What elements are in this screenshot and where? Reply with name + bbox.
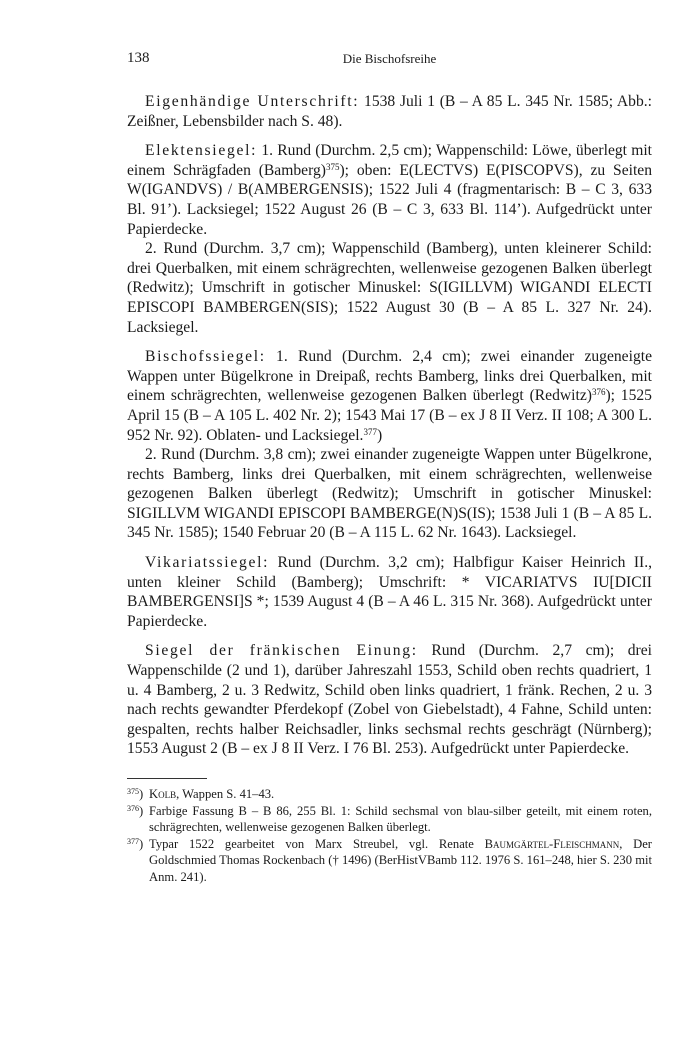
footnote-text: , Der Goldschmied Thomas Rockenbach († 1496) (BerHistVBamb 112. 1976 S. 161–248, hier S. 230 mit Anm. 241). <box>149 836 652 884</box>
footnote-text: Typar 1522 gearbeitet von Marx Streubel, vgl. Renate <box>149 836 485 851</box>
footnote-375: $^{375}$) Kolb, Wappen S. 41–43. <box>127 787 275 801</box>
paragraph-text: 1. Rund (Durchm. 2,5 cm); Wappenschild: Löwe, überlegt mit einem Schrägfaden (Bamberg) <box>127 142 652 179</box>
paragraph-text: ); 1525 April 15 (B – A 105 L. 402 Nr. 2); 1543 Mai 17 (B – ex J 8 II Verz. II 108; A 300 L. 952 Nr. 92). Oblaten- und Lacksiegel. <box>127 387 652 444</box>
footnote-divider <box>127 778 207 779</box>
paragraph-elektensiegel <box>127 141 652 239</box>
footnote-ref-376: 376 <box>591 387 606 398</box>
paragraph-text: 2. Rund (Durchm. 3,8 cm); zwei einander zugeneigte Wappen unter Bügelkrone, rechts Bamberg, links drei Querbalken, mit einem schrägrechten, wellenweise gezogenen Balken überlegt (Redwitz); Umschrift in gotischer Minuskel: SIGILLVM WIGANDI EPISCOPI BAMBERGE(N)S(IS); 1538 Juli 1 (B – A 85 L. 345 Nr. 1585); 1540 Februar 20 (B – A 115 L. 62 Nr. 1643). Lacksiegel. <box>127 446 652 542</box>
paragraph-bischofssiegel-2 <box>127 445 652 543</box>
body-text <box>127 92 652 759</box>
page-number: 138 <box>127 50 150 66</box>
book-page <box>127 50 652 885</box>
author-name: Kolb <box>149 787 177 801</box>
running-head <box>127 50 652 72</box>
footnote-text: Farbige Fassung B – B 86, 255 Bl. 1: Schild sechsmal von blau-silber geteilt, mit einem roten, schrägrechten, wellenweise gezogenen Balken überlegt. <box>149 803 652 834</box>
paragraph-text: ); oben: E(LECTVS) E(PISCOPVS), zu Seiten W(IGANDVS) / B(AMBERGENSIS); 1522 Juli 4 (fragmentarisch: B – C 3, 633 Bl. 91’). Lacksiegel; 1522 August 26 (B – C 3, 633 Bl. 114’). Aufgedrückt unter Papierdecke. <box>127 161 652 238</box>
paragraph-text: 2. Rund (Durchm. 3,7 cm); Wappenschild (Bamberg), unten kleinerer Schild: drei Querbalken, mit einem schrägrechten, wellenweise gezogenen Balken überlegt (Redwitz); Umschrift in gotischer Minuskel: S(IGILLVM) WIGANDI ELECTI EPISCOPI BAMBERGEN(SIS); 1522 August 30 (B – A 85 L. 327 Nr. 24). Lacksiegel. <box>127 240 652 336</box>
section-heading: Elektensiegel: <box>145 142 258 160</box>
footnotes <box>127 786 652 885</box>
paragraph-bischofssiegel <box>127 347 652 445</box>
paragraph-text: Rund (Durchm. 2,7 cm); drei Wappenschilde (2 und 1), darüber Jahreszahl 1553, Schild oben rechts quadriert, 1 u. 4 Bamberg, 2 u. 3 Redwitz, Schild oben links quadriert, 1 fränk. Rechen, 2 u. 3 nach rechts gewandter Pferdekopf (Zobel von Giebelstadt), 4 Fahne, Schild unten: gespalten, rechts halber Reichsadler, links sechsmal rechts geschrägt (Nürnberg); 1553 August 2 (B – ex J 8 II Verz. I 76 Bl. 253). Aufgedrückt unter Papierdecke. <box>127 642 652 758</box>
author-name: Baumgärtel-Fleischmann <box>484 836 620 851</box>
section-heading: Vikariatssiegel: <box>145 554 270 572</box>
section-heading: Eigenhändige Unterschrift: <box>145 93 360 110</box>
running-title: Die Bischofsreihe <box>342 51 437 66</box>
paragraph-vikariatssiegel <box>127 553 652 631</box>
footnote-text: , Wappen S. 41–43. <box>176 787 275 801</box>
paragraph-elektensiegel-2 <box>127 239 652 337</box>
footnote-mark: 377 <box>127 836 139 846</box>
paragraph-text: 1538 Juli 1 (B – A 85 L. 345 Nr. 1585; Abb.: Zeißner, Lebensbilder nach S. 48). <box>127 93 652 130</box>
footnote-ref-377: 377 <box>363 426 377 437</box>
paragraph-eigenhaendige-unterschrift <box>127 92 652 131</box>
section-heading: Bischofssiegel: <box>145 348 266 366</box>
paragraph-text: 1. Rund (Durchm. 2,4 cm); zwei einander zugeneigte Wappen unter Bügelkrone in Dreipaß, rechts Bamberg, links drei Querbalken, mit einem schrägrechten, wellenweise gezogenen Balken überlegt (Redwitz) <box>127 348 652 405</box>
paragraph-text: ) <box>376 426 383 444</box>
footnote-mark: 376 <box>127 803 139 813</box>
paragraph-text: Rund (Durchm. 3,2 cm); Halbfigur Kaiser Heinrich II., unten kleiner Schild (Bamberg); Umschrift: * VICARIATVS IU[DICII BAMBERGENSI]S *; 1539 August 4 (B – A 46 L. 315 Nr. 368). Aufgedrückt unter Papierdecke. <box>127 554 652 630</box>
footnote-mark: 375 <box>127 787 139 796</box>
footnote-ref-375: 375 <box>325 161 340 172</box>
footnote-377: $^{377}$) Typar 1522 gearbeitet von Marx Streubel, vgl. Renate Baumgärtel-Fleischmann, Der Goldschmied Thomas Rockenbach († 1496) (BerHistVBamb 112. 1976 S. 161–248, hier S. 230 mit Anm. 241). <box>127 836 652 884</box>
paragraph-einung <box>127 641 652 759</box>
section-heading: Siegel der fränkischen Einung: <box>145 642 418 660</box>
footnote-376: $^{376}$) Farbige Fassung B – B 86, 255 Bl. 1: Schild sechsmal von blau-silber geteilt, mit einem roten, schrägrechten, wellenweise gezogenen Balken überlegt. <box>127 803 652 834</box>
